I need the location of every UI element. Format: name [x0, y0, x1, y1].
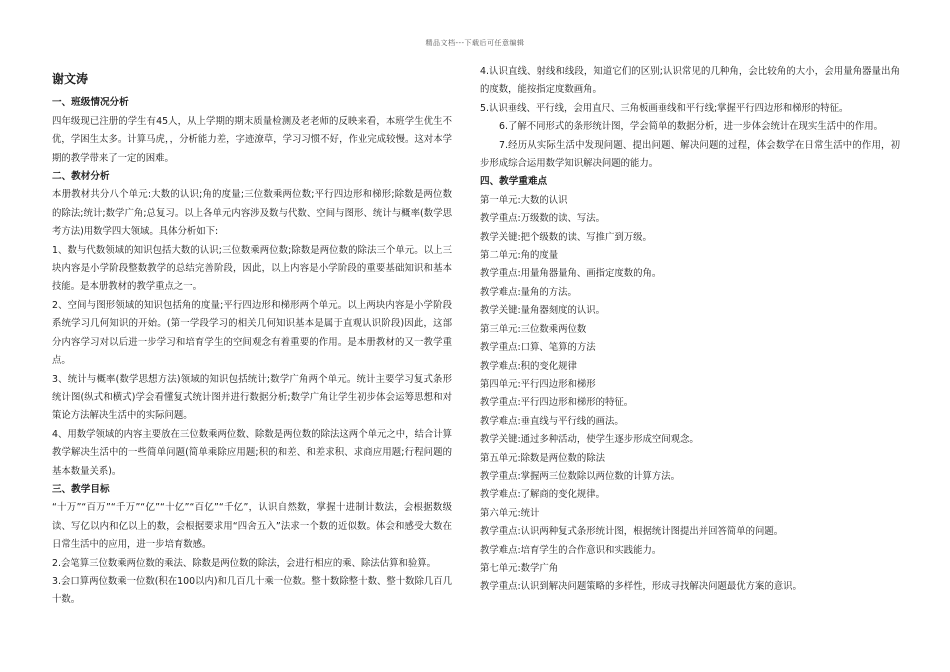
list-item: 教学难点:了解商的变化规律。 [480, 489, 606, 501]
paragraph: 4、用数学领域的内容主要放在三位数乘两位数、除数是两位数的除法这两个单元之中，结合计算教学解决生活中的一些简单问题(简单乘除应用题;积的和差、和差求积、求商应用题;行程问题的基本数量关系)。 [52, 428, 452, 477]
list-item: 教学重点:用量角器量角、画指定度数的角。 [480, 268, 662, 280]
section-heading-teaching-goals: 三、教学目标 [52, 483, 110, 495]
paragraph: “十万”“百万”“千万”“亿”“十亿”“百亿”“千亿”，认识自然数，掌握十进制计数法，会根据数级读、写亿以内和亿以上的数，会根据要求用“四舍五入”法求一个数的近似数。体会和感受大数在日常生活中的应用，进一步培育数感。 [52, 502, 452, 551]
list-item: 教学关键:量角器刻度的认识。 [480, 305, 606, 317]
paragraph: 四年级现已注册的学生有45人，从上学期的期末质量检测及老老师的反映来看，本班学生优生不优，学困生太多。计算马虎，，分析能力差，字迹潦草，学习习惯不好，作业完成较慢。这对本学期的教学带来了一定的困难。 [52, 115, 452, 164]
paragraph: 3.会口算两位数乘一位数(积在100以内)和几百几十乘一位数。整十数除整十数、整十数除几百几十数。 [52, 575, 452, 606]
list-item: 教学难点:量角的方法。 [480, 286, 577, 298]
list-item: 教学重点:平行四边形和梯形的特征。 [480, 397, 634, 409]
list-item: 教学难点:积的变化规律 [480, 360, 577, 372]
list-item: 教学重点:口算、笔算的方法 [480, 342, 596, 354]
left-column [52, 60, 452, 610]
key-points-list [480, 192, 900, 597]
paragraph: 本册教材共分八个单元:大数的认识;角的度量;三位数乘两位数;平行四边形和梯形;除数是两位数的除法;统计;数学广角;总复习。以上各单元内容涉及数与代数、空间与图形、统计与概率(数学思考方法)用数学四大领域。具体分析如下: [52, 189, 452, 238]
list-item: 教学重点:掌握两三位数除以两位数的计算方法。 [480, 470, 681, 482]
paragraph: 1、数与代数领域的知识包括大数的认识;三位数乘两位数;除数是两位数的除法三个单元。以上三块内容是小学阶段整数教学的总结完善阶段，因此，以上内容是小学阶段的重要基础知识和基本技能。是本册教材的教学重点之一。 [52, 244, 452, 293]
list-item: 第七单元:数学广角 [480, 562, 559, 574]
section-heading-textbook-analysis: 二、教材分析 [52, 171, 110, 183]
paragraph: 4.认识直线、射线和线段，知道它们的区别;认识常见的几种角，会比较角的大小，会用量角器量出角的度数，能按指定度数画角。 [480, 66, 900, 96]
list-item: 第一单元:大数的认识 [480, 194, 568, 206]
paragraph: 6.了解不同形式的条形统计图，学会简单的数据分析，进一步体会统计在现实生活中的作用。 [499, 121, 883, 133]
right-column [480, 63, 900, 597]
paragraph: 3、统计与概率(数学思想方法)领域的知识包括统计;数学广角两个单元。统计主要学习复式条形统计图(纵式和横式)学会看懂复式统计图并进行数据分析;数学广角让学生初步体会运筹思想和对策论方法解决生活中的实际问题。 [52, 373, 452, 422]
paragraph: 5.认识垂线、平行线，会用直尺、三角板画垂线和平行线;掌握平行四边形和梯形的特征。 [480, 102, 849, 114]
paragraph: 2.会笔算三位数乘两位数的乘法、除数是两位数的除法，会进行相应的乘、除法估算和验算。 [52, 557, 436, 569]
list-item: 教学关键:把个级数的读、写推广到万级。 [480, 231, 652, 243]
paragraph: 7.经历从实际生活中发现问题、提出问题、解决问题的过程，体会数学在日常生活中的作用，初步形成综合运用数学知识解决问题的能力。 [480, 139, 900, 170]
list-item: 第六单元:统计 [480, 507, 540, 519]
watermark-text: 精品文档---下载后可任意编辑 [425, 39, 525, 47]
list-item: 第二单元:角的度量 [480, 250, 559, 262]
author-name: 谢文涛 [52, 72, 89, 86]
list-item: 教学难点:培育学生的合作意识和实践能力。 [480, 544, 662, 556]
list-item: 第三单元:三位数乘两位数 [480, 323, 587, 335]
section-heading-class-analysis: 一、班级情况分析 [52, 97, 129, 109]
list-item: 第五单元:除数是两位数的除法 [480, 452, 606, 464]
list-item: 第四单元:平行四边形和梯形 [480, 378, 596, 390]
list-item: 教学重点:认识到解决问题策略的多样性，形成寻找解决问题最优方案的意识。 [480, 581, 802, 593]
list-item: 教学重点:认识两种复式条形统计图，根据统计图提出并回答简单的问题。 [480, 526, 784, 538]
paragraph: 2、空间与图形领域的知识包括角的度量;平行四边形和梯形两个单元。以上两块内容是小学阶段系统学习几何知识的开始。(第一学段学习的相关几何知识基本是属于直观认识阶段)因此，这部分内容学习对以后进一步学习和培育学生的空间观念有着重要的作用。是本册教材的又一教学重点。 [52, 299, 452, 367]
section-heading-key-points: 四、教学重难点 [480, 176, 548, 188]
list-item: 教学难点:垂直线与平行线的画法。 [480, 415, 624, 427]
list-item: 教学关键:通过多种活动，使学生逐步形成空间观念。 [480, 434, 699, 446]
list-item: 教学重点:万级数的读、写法。 [480, 213, 606, 225]
